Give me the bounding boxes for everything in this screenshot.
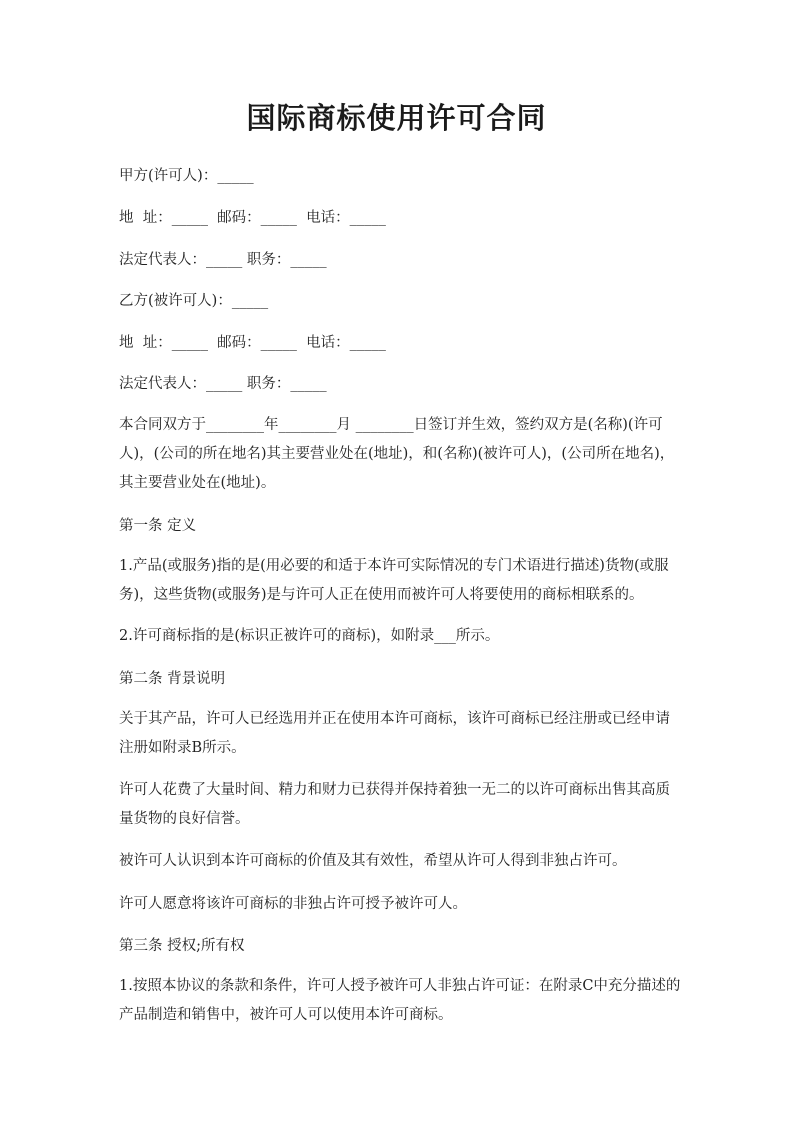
article-1-item-1: 1.产品(或服务)指的是(用必要的和适于本许可实际情况的专门术语进行描述)货物(或服务)，这些货物(或服务)是与许可人正在使用而被许可人将要使用的商标相联系的。: [119, 558, 669, 603]
party-a-address-line: 地 址：_____ 邮码：_____ 电话：_____: [119, 210, 386, 226]
article-3-item-1: 1.按照本协议的条款和条件，许可人授予被许可人非独占许可证：在附录C中充分描述的产品制造和销售中，被许可人可以使用本许可商标。: [119, 978, 681, 1023]
article-2-paragraph-2: 许可人花费了大量时间、精力和财力已获得并保持着独一无二的以许可商标出售其高质量货物的良好信誉。: [119, 782, 670, 827]
party-b-line: 乙方(被许可人)：_____: [119, 293, 269, 309]
party-a-representative-line: 法定代表人：_____ 职务：_____: [119, 252, 327, 268]
party-b-address-line: 地 址：_____ 邮码：_____ 电话：_____: [119, 335, 386, 351]
party-b-representative-line: 法定代表人：_____ 职务：_____: [119, 376, 327, 392]
article-2-paragraph-3: 被许可人认识到本许可商标的价值及其有效性，希望从许可人得到非独占许可。: [119, 853, 627, 869]
party-a-line: 甲方(许可人)：_____: [119, 168, 254, 184]
article-2-paragraph-4: 许可人愿意将该许可商标的非独占许可授予被许可人。: [119, 896, 467, 912]
article-2-paragraph-1: 关于其产品，许可人已经选用并正在使用本许可商标，该许可商标已经注册或已经申请注册如附录B所示。: [119, 711, 670, 756]
article-1-heading: 第一条 定义: [119, 518, 197, 534]
article-3-heading: 第三条 授权;所有权: [119, 938, 245, 954]
article-1-item-2: 2.许可商标指的是(标识正被许可的商标)，如附录___所示。: [119, 628, 500, 644]
intro-paragraph: 本合同双方于________年________月 ________日签订并生效，签约双方是(名称)(许可人)，(公司的所在地名)其主要营业处在(地址)，和(名称)(被许可人)，(公司所在地名)，其主要营业处在(地址)。: [119, 417, 675, 491]
article-2-heading: 第二条 背景说明: [119, 671, 226, 687]
document-title: 国际商标使用许可合同: [246, 101, 547, 135]
